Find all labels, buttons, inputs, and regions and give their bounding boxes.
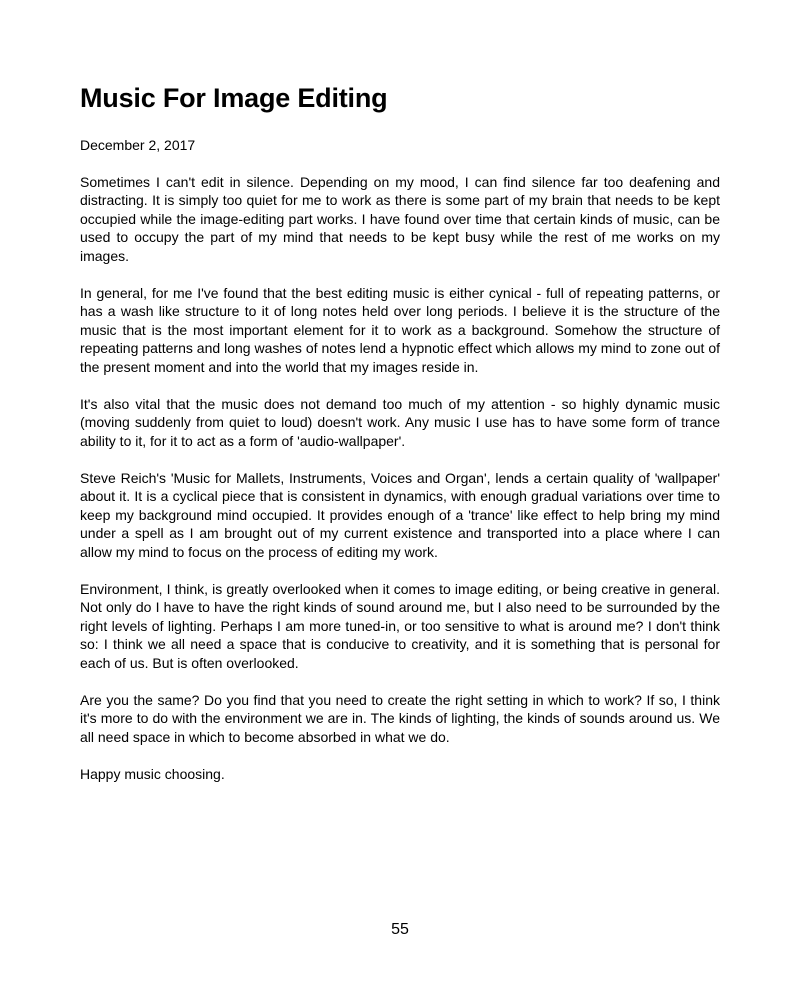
document-page (80, 80, 720, 783)
paragraph-3: It's also vital that the music does not demand too much of my attention - so highly dynamic music (moving suddenly from quiet to loud) doesn't work. Any music I use has to have some form of trance ability to it, for it to act as a form of 'audio-wallpaper'. (80, 395, 720, 449)
post-date: December 2, 2017 (80, 137, 196, 153)
paragraph-2: In general, for me I've found that the best editing music is either cynical - full of repeating patterns, or has a wash like structure to it of long notes held over long periods. I believe it is the structure of the music that is the most important element for it to work as a background. Somehow the structure of repeating patterns and long washes of notes lend a hypnotic effect which allows my mind to zone out of the present moment and into the world that my images reside in. (80, 284, 720, 375)
page-number: 55 (391, 921, 409, 938)
paragraph-7: Happy music choosing. (80, 765, 225, 782)
paragraph-4: Steve Reich's 'Music for Mallets, Instruments, Voices and Organ', lends a certain quality of 'wallpaper' about it. It is a cyclical piece that is consistent in dynamics, with enough gradual variations over time to keep my background mind occupied. It provides enough of a 'trance' like effect to help bring my mind under a spell as I am brought out of my current existence and transported into a place where I can allow my mind to focus on the process of editing my work. (80, 469, 720, 560)
paragraph-5: Environment, I think, is greatly overlooked when it comes to image editing, or being creative in general. Not only do I have to have the right kinds of sound around me, but I also need to be surrounded by the right levels of lighting. Perhaps I am more tuned-in, or too sensitive to what is around me? I don't think so: I think we all need a space that is conducive to creativity, and it is something that is personal for each of us. But is often overlooked. (80, 580, 720, 671)
paragraph-1: Sometimes I can't edit in silence. Depending on my mood, I can find silence far too deafening and distracting. It is simply too quiet for me to work as there is some part of my brain that needs to be kept occupied while the image-editing part works. I have found over time that certain kinds of music, can be used to occupy the part of my mind that needs to be kept busy while the rest of me works on my images. (80, 173, 720, 264)
page-title: Music For Image Editing (80, 83, 388, 113)
paragraph-6: Are you the same? Do you find that you need to create the right setting in which to work? If so, I think it's more to do with the environment we are in. The kinds of lighting, the kinds of sounds around us. We all need space in which to become absorbed in what we do. (80, 691, 720, 745)
article-body (80, 173, 720, 784)
